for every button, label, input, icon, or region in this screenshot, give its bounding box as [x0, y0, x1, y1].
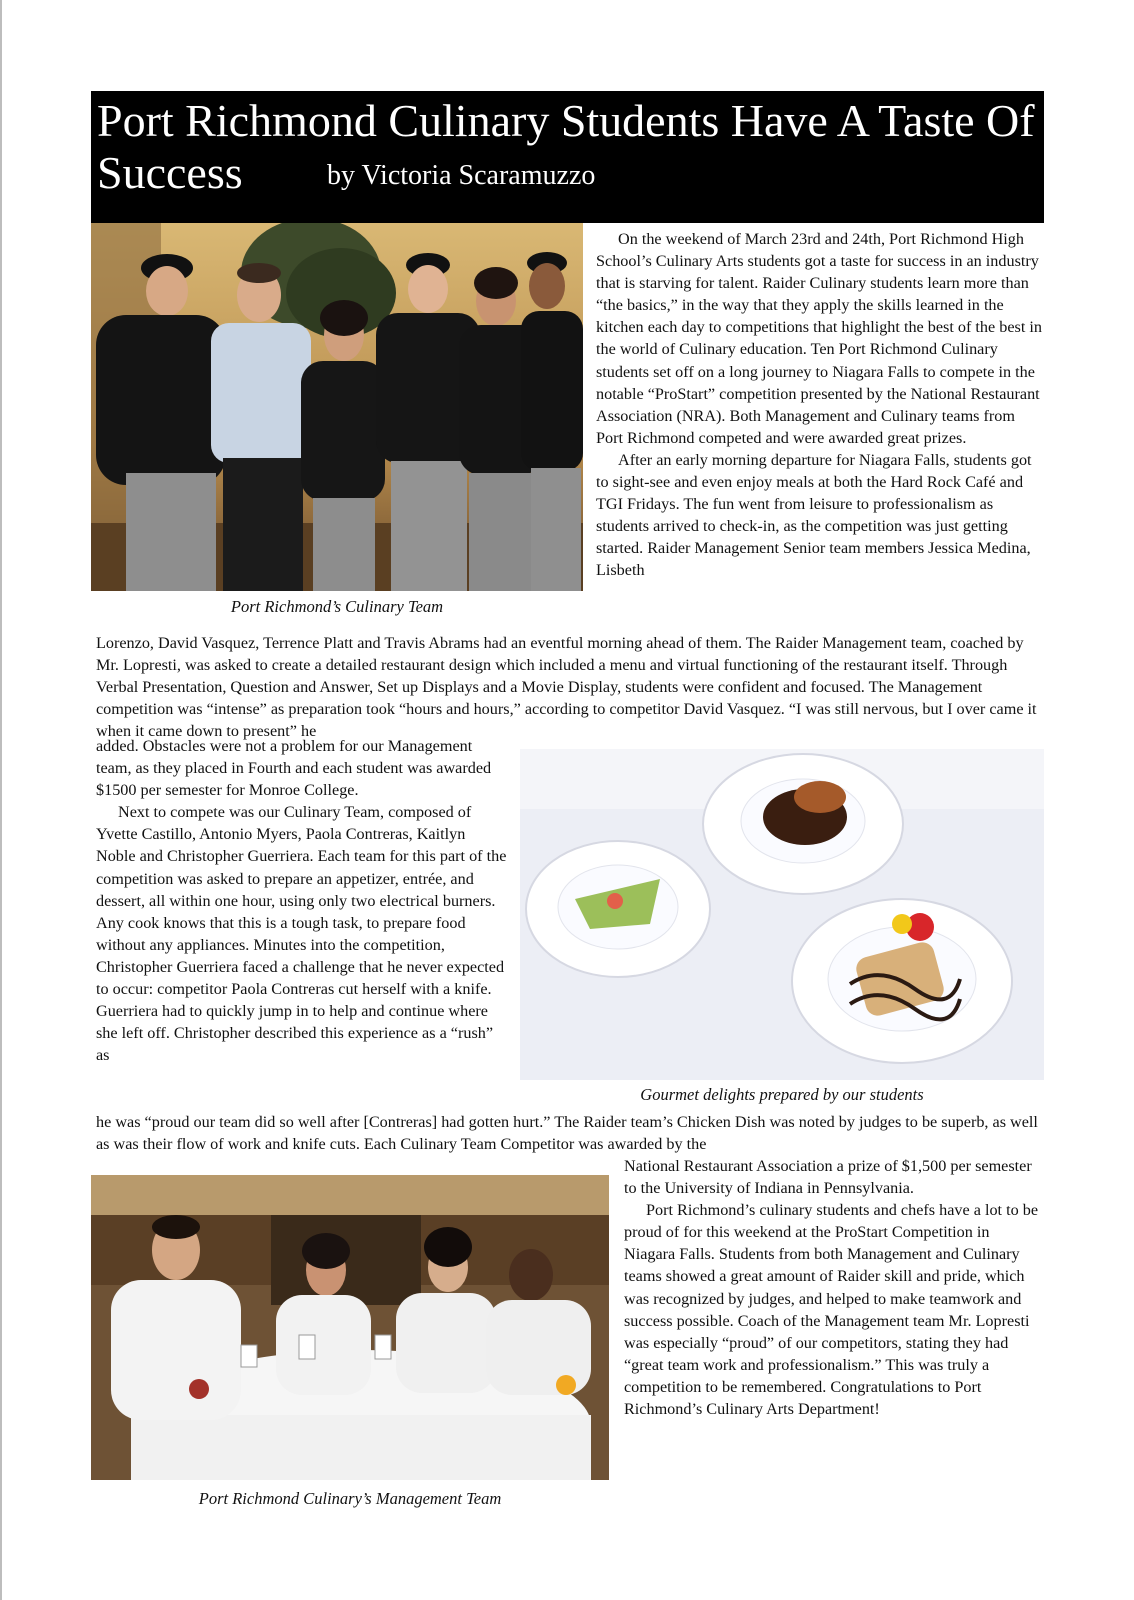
paragraph-management-result: added. Obstacles were not a problem for our Management team, as they placed in Fourth and each student was awarded $1500 per semester for Monroe College. — [96, 737, 492, 800]
gourmet-food-illustration — [520, 749, 1044, 1080]
management-team-photo — [91, 1175, 609, 1480]
article-full-width-band-2 — [96, 1111, 1043, 1155]
paragraph-culinary-team: Next to compete was our Culinary Team, composed of Yvette Castillo, Antonio Myers, Paola Contreras, Kaitlyn Noble and Christopher Guerriera. Each team for this part of the competition was asked to prepare an appetizer, entrée, and dessert, all within one hour, using only two electrical burners. Any cook knows that this is a tough task, to prepare food without any appliances. Minutes into the competition, Christopher Guerriera faced a challenge that he never expected to occur: competitor Paola Contreras cut herself with a knife. Guerriera had to quickly jump in to help and continue where she left off. Christopher described this experience as a “rush” as — [96, 803, 507, 1065]
paragraph-management: Lorenzo, David Vasquez, Terrence Platt and Travis Abrams had an eventful morning ahead of them. The Raider Management team, coached by Mr. Lopresti, was asked to create a detailed restaurant design which included a menu and virtual functioning of the restaurant itself. Through Verbal Presentation, Question and Answer, Set up Displays and a Movie Display, students were confident and focused. The Management competition was “intense” as preparation took “hours and hours,” according to competitor David Vasquez. “I was still nervous, but I over came it when it came down to present” he — [96, 634, 1037, 741]
paragraph-intro: On the weekend of March 23rd and 24th, Port Richmond High School’s Culinary Arts students got a taste for success in an industry that is starving for talent. Raider Culinary students learn more than “the basics,” in the way that they apply the skills learned in the kitchen each day to competitions that highlight the best of the best in the world of Culinary education. Ten Port Richmond Culinary students set off on a long journey to Niagara Falls to compete in the notable “ProStart” competition presented by the National Restaurant Association (NRA). Both Management and Culinary teams from Port Richmond competed and were awarded great prizes. — [596, 230, 1042, 447]
article-column-left-middle — [96, 735, 508, 1066]
article-title-continued — [97, 145, 243, 201]
page-border — [0, 0, 2, 1600]
gourmet-food-photo — [520, 749, 1044, 1080]
culinary-team-illustration — [91, 223, 583, 591]
paragraph-conclusion: Port Richmond’s culinary students and chefs have a lot to be proud of for this weekend at the ProStart Competition in Niagara Falls. Students from both Management and Culinary teams showed a great amount of Raider skill and pride, which was recognized by judges, and helped to make teamwork and success possible. Coach of the Management team Mr. Lopresti was especially “proud” of our competitors, stating they had “great team work and professionalism.” This was truly a competition to be remembered. Congratulations to Port Richmond’s Culinary Arts Department! — [624, 1201, 1039, 1419]
photo-caption-food: Gourmet delights prepared by our students — [640, 1085, 924, 1104]
photo-caption-team: Port Richmond’s Culinary Team — [230, 597, 444, 616]
byline: by Victoria Scaramuzzo — [327, 160, 596, 191]
article-title-block — [91, 91, 1044, 223]
photo-caption-management: Port Richmond Culinary’s Management Team — [198, 1489, 502, 1508]
article-column-right-bottom — [624, 1155, 1043, 1420]
article-column-right-top — [596, 228, 1043, 582]
management-team-illustration — [91, 1175, 609, 1480]
article-title: Port Richmond Culinary Students Have A Taste Of — [97, 95, 1035, 146]
article-title-word: Success — [97, 147, 243, 198]
paragraph-prize: National Restaurant Association a prize of $1,500 per semester to the University of Indiana in Pennsylvania. — [624, 1157, 1032, 1198]
paragraph-chicken-dish: he was “proud our team did so well after [Contreras] had gotten hurt.” The Raider team’s Chicken Dish was noted by judges to be superb, as well as was their flow of work and knife cuts. Each Culinary Team Competitor was awarded by the — [96, 1113, 1038, 1154]
article-full-width-band-1 — [96, 632, 1043, 742]
culinary-team-photo — [91, 223, 583, 591]
paragraph-departure: After an early morning departure for Niagara Falls, students got to sight-see and even enjoy meals at both the Hard Rock Café and TGI Fridays. The fun went from leisure to professionalism as students arrived to check-in, as the competition was just getting started. Raider Management Senior team members Jessica Medina, Lisbeth — [596, 450, 1032, 580]
